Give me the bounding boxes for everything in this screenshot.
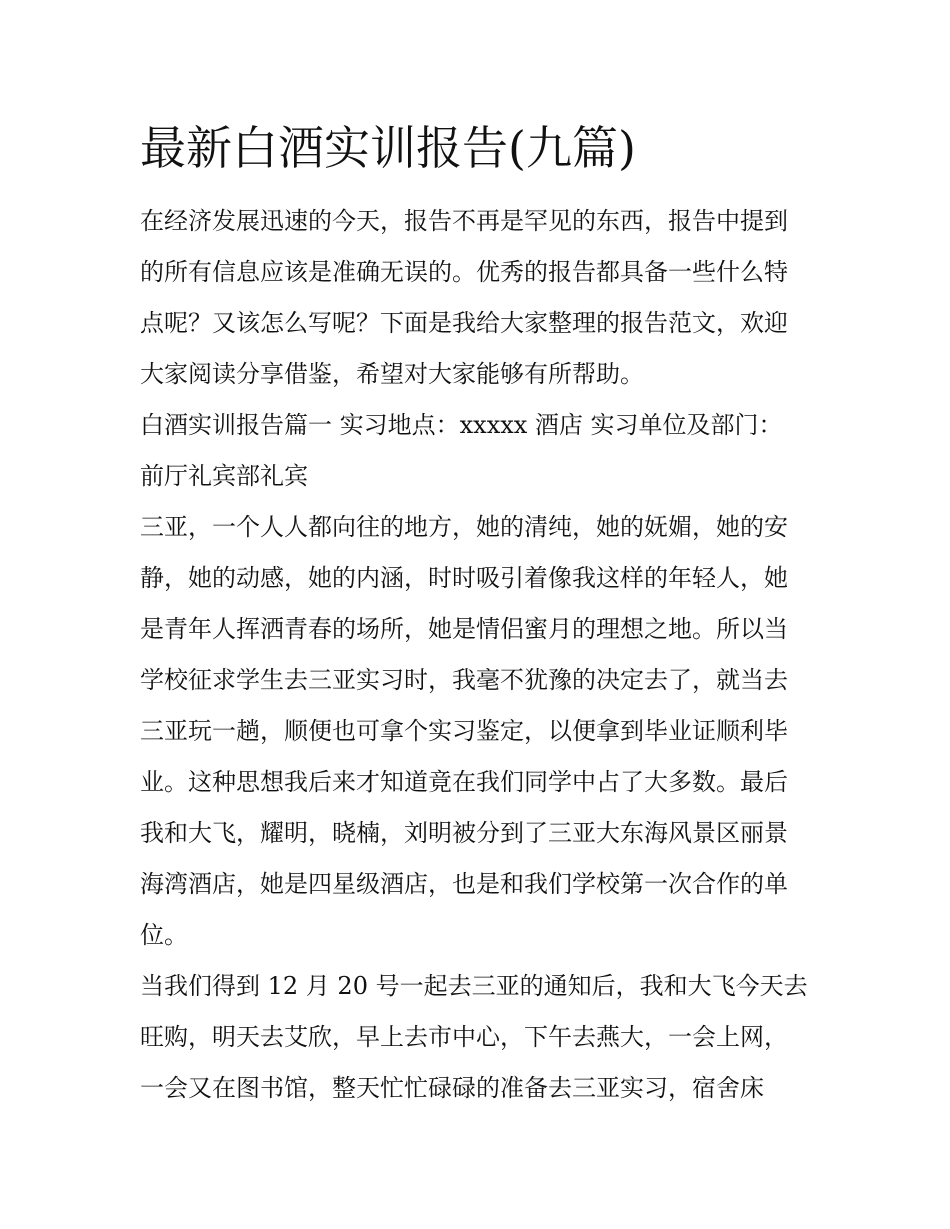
- document-title: 最新白酒实训报告(九篇): [140, 121, 636, 175]
- text-line: 在经济发展迅速的今天，报告不再是罕见的东西，报告中提到: [140, 207, 788, 235]
- section-heading-line: 前厅礼宾部礼宾: [140, 462, 308, 490]
- text-line: 一会又在图书馆，整天忙忙碌碌的准备去三亚实习，宿舍床: [140, 1074, 764, 1102]
- text-line: 点呢？又该怎么写呢？下面是我给大家整理的报告范文，欢迎: [140, 309, 788, 337]
- text-line: 大家阅读分享借鉴，希望对大家能够有所帮助。: [140, 360, 644, 388]
- text-line: 海湾酒店，她是四星级酒店，也是和我们学校第一次合作的单: [140, 870, 788, 898]
- text-line: 三亚，一个人人都向往的地方，她的清纯，她的妩媚，她的安: [140, 513, 788, 541]
- section-heading-line: 白酒实训报告篇一 实习地点：xxxxx 酒店 实习单位及部门：: [140, 411, 783, 439]
- document-body: [140, 196, 820, 1114]
- text-line: 静，她的动感，她的内涵，时时吸引着像我这样的年轻人，她: [140, 564, 788, 592]
- text-line: 三亚玩一趟，顺便也可拿个实习鉴定，以便拿到毕业证顺利毕: [140, 717, 788, 745]
- text-line: 位。: [140, 921, 188, 949]
- text-line: 的所有信息应该是准确无误的。优秀的报告都具备一些什么特: [140, 258, 788, 286]
- text-line: 业。这种思想我后来才知道竟在我们同学中占了大多数。最后: [140, 768, 788, 796]
- text-line: 旺购，明天去艾欣，早上去市中心，下午去燕大，一会上网，: [140, 1023, 788, 1051]
- text-line: 我和大飞，耀明，晓楠，刘明被分到了三亚大东海风景区丽景: [140, 819, 788, 847]
- text-line: 学校征求学生去三亚实习时，我毫不犹豫的决定去了，就当去: [140, 666, 788, 694]
- text-line: 当我们得到 12 月 20 号一起去三亚的通知后，我和大飞今天去: [140, 972, 808, 1000]
- text-line: 是青年人挥洒青春的场所，她是情侣蜜月的理想之地。所以当: [140, 615, 788, 643]
